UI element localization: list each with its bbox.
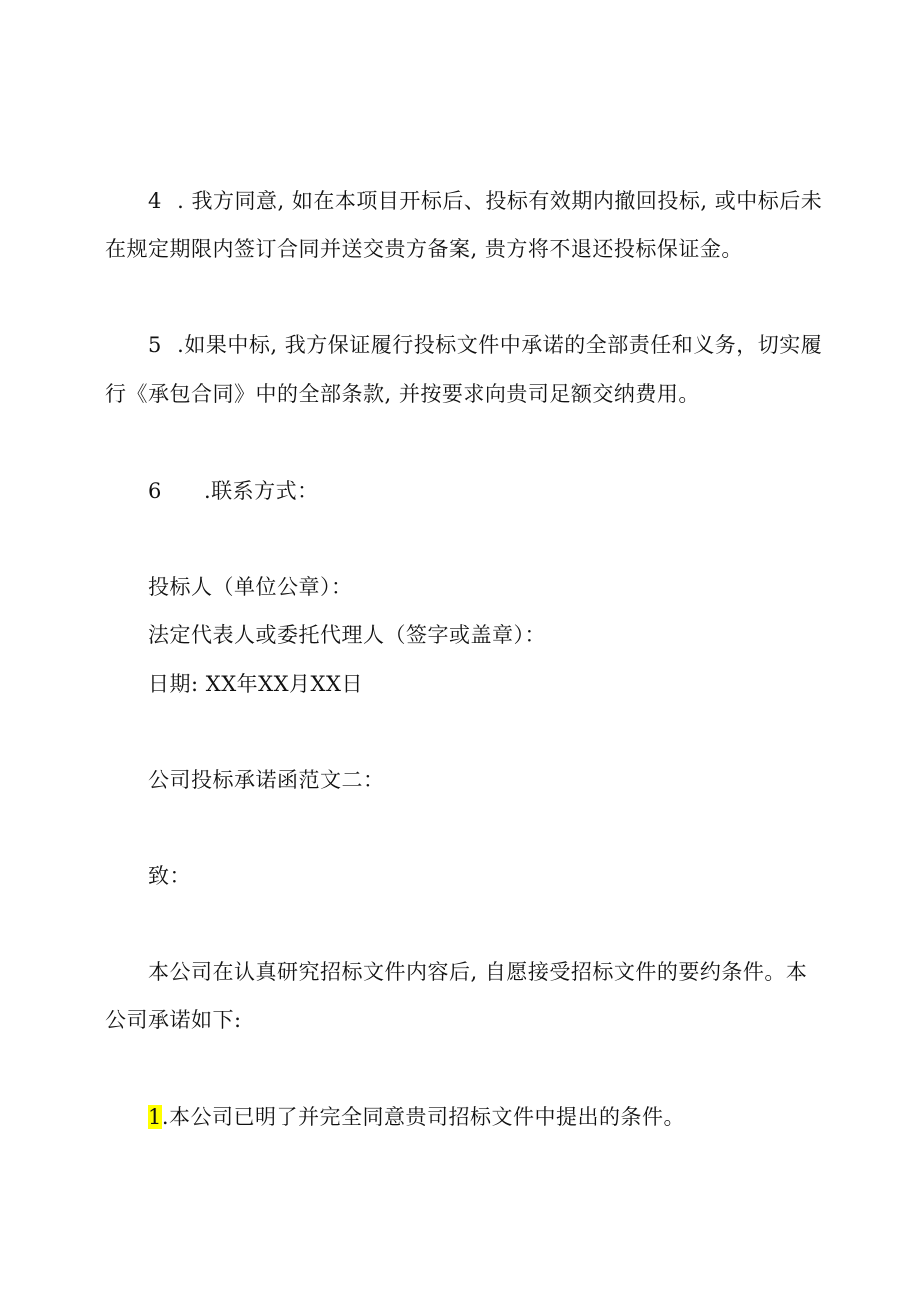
legal-representative-line: 法定代表人或委托代理人（签字或盖章）： bbox=[148, 623, 546, 647]
item-1-text: .本公司已明了并完全同意贵司招标文件中提出的条件。 bbox=[161, 1105, 686, 1129]
item-6-number: 6 bbox=[148, 479, 162, 503]
item-4-number: 4 bbox=[148, 189, 162, 213]
item-5-line-2: 行《承包合同》中的全部条款, 并按要求向贵司足额交纳费用。 bbox=[105, 382, 700, 406]
item-4-line-2: 在规定期限内签订合同并送交贵方备案, 贵方将不退还投标保证金。 bbox=[105, 237, 743, 261]
intro-line-1: 本公司在认真研究招标文件内容后, 自愿接受招标文件的要约条件。本 bbox=[148, 960, 808, 984]
bidder-seal-line: 投标人（单位公章）： bbox=[148, 575, 353, 599]
date-line: 日期: XX年XX月XX日 bbox=[148, 672, 363, 696]
template-2-title: 公司投标承诺函范文二： bbox=[148, 768, 385, 792]
item-1-line bbox=[148, 1103, 685, 1131]
item-1-number-highlight: 1 bbox=[148, 1105, 162, 1129]
item-6-heading bbox=[148, 477, 319, 505]
item-5-number: 5 bbox=[148, 333, 162, 357]
item-4-line-1 bbox=[148, 187, 822, 215]
item-4-text: . 我方同意, 如在本项目开标后、投标有效期内撤回投标, 或中标后未 bbox=[170, 189, 823, 213]
item-6-text: .联系方式： bbox=[204, 479, 319, 503]
addressee-line: 致： bbox=[148, 864, 191, 888]
item-5-text: .如果中标, 我方保证履行投标文件中承诺的全部责任和义务，切实履 bbox=[170, 333, 823, 357]
item-5-line-1 bbox=[148, 331, 822, 359]
intro-line-2: 公司承诺如下: bbox=[105, 1008, 242, 1032]
